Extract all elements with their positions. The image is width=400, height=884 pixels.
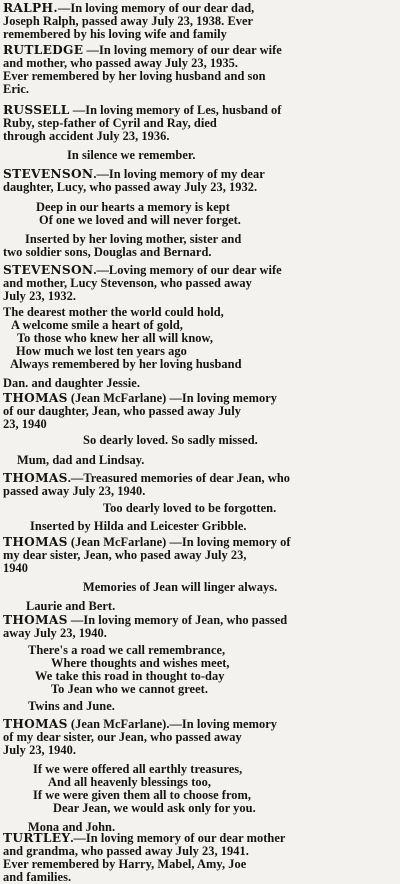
- notice-surname: THOMAS: [3, 391, 68, 405]
- notice-text: How much we lost ten years ago: [16, 344, 187, 358]
- notice-line: [3, 562, 28, 575]
- notice-text: July 23, 1932.: [3, 289, 76, 303]
- notice-line: [103, 502, 276, 515]
- notice-surname: STEVENSON: [3, 167, 94, 181]
- notice-text: So dearly loved. So sadly missed.: [83, 433, 258, 447]
- notice-text: We take this road in thought to-day: [35, 669, 225, 683]
- notice-text: Too dearly loved to be forgotten.: [103, 501, 277, 515]
- notice-line: [3, 70, 266, 83]
- notice-text: —In loving memory of Jean, who passed: [67, 613, 288, 627]
- notice-text: Of one we loved and will never forget.: [39, 213, 241, 227]
- notice-text: and mother, Lucy Stevenson, who passed away: [3, 276, 252, 290]
- notice-line: [83, 434, 258, 447]
- notice-text: (Jean McFarlane) —In loving memory: [67, 391, 278, 405]
- notice-text: Mum, dad and Lindsay.: [17, 453, 145, 467]
- notice-text: Eric.: [3, 82, 30, 96]
- notice-text: passed away July 23, 1940.: [3, 484, 146, 498]
- notice-line: [3, 83, 29, 96]
- notice-text: daughter, Lucy, who passed away July 23, 1932.: [3, 180, 258, 194]
- notice-text: —In loving memory of our dear dad,: [57, 1, 255, 15]
- notice-text: The dearest mother the world could hold,: [3, 305, 224, 319]
- notice-line: [3, 377, 140, 390]
- notice-surname: RUTLEDGE: [3, 43, 84, 57]
- notice-text: away July 23, 1940.: [3, 626, 107, 640]
- notice-text: —In loving memory of Les, husband of: [69, 103, 282, 117]
- notice-surname: TURTLEY: [3, 831, 71, 845]
- notice-line: [3, 549, 247, 562]
- notice-text: Ruby, step-father of Cyril and Ray, died: [3, 116, 217, 130]
- notice-line: [3, 627, 107, 640]
- notice-line: [51, 683, 208, 696]
- notice-text: Laurie and Bert.: [26, 599, 116, 613]
- notice-text: —In loving memory of our dear wife: [83, 43, 282, 57]
- notice-text: (Jean McFarlane) —In loving memory of: [67, 535, 291, 549]
- notice-text: Dan. and daughter Jessie.: [3, 376, 140, 390]
- notice-text: To those who knew her all will know,: [17, 331, 213, 345]
- notice-text: To Jean who we cannot greet.: [51, 682, 208, 696]
- notice-text: There's a road we call remembrance,: [28, 643, 226, 657]
- notice-line: [53, 802, 256, 815]
- notice-text: Always remembered by her loving husband: [10, 357, 242, 371]
- notice-text: .—In loving memory of my dear: [93, 167, 265, 181]
- notice-text: A welcome smile a heart of gold,: [11, 318, 183, 332]
- notice-line: [3, 290, 76, 303]
- notice-line: [28, 700, 115, 713]
- notice-surname: THOMAS: [3, 613, 68, 627]
- notice-line: [30, 520, 247, 533]
- notice-line: [3, 871, 71, 884]
- notice-text: Dear Jean, we would ask only for you.: [53, 801, 256, 815]
- notice-line: [3, 744, 76, 757]
- notice-text: Deep in our hearts a memory is kept: [36, 200, 230, 214]
- notice-text: Inserted by her loving mother, sister and: [25, 232, 242, 246]
- notice-line: [3, 485, 145, 498]
- notice-text: and mother, who passed away July 23, 1935.: [3, 56, 239, 70]
- notice-surname: RALPH.: [3, 1, 58, 15]
- notice-text: July 23, 1940.: [3, 743, 76, 757]
- notice-text: 23, 1940: [3, 417, 47, 431]
- notice-line: [10, 358, 242, 371]
- notice-text: If we were offered all earthly treasures,: [33, 762, 243, 776]
- notice-surname: THOMAS: [3, 535, 68, 549]
- notice-text: Joseph Ralph, passed away July 23, 1938. Ever: [3, 14, 254, 28]
- notice-surname: THOMAS: [3, 717, 68, 731]
- notice-text: And all heavenly blessings too,: [48, 775, 212, 789]
- notice-surname: STEVENSON: [3, 263, 94, 277]
- notice-text: In silence we remember.: [67, 148, 196, 162]
- notice-text: .—In loving memory of our dear mother: [70, 831, 286, 845]
- notice-text: Mona and John.: [28, 820, 116, 834]
- notice-line: [3, 246, 212, 259]
- notice-text: .—Treasured memories of dear Jean, who: [67, 471, 291, 485]
- notice-line: [17, 454, 144, 467]
- notice-line: [3, 418, 47, 431]
- notice-text: my dear sister, Jean, who pased away July 23,: [3, 548, 247, 562]
- notice-text: Twins and June.: [28, 699, 115, 713]
- notice-text: of our daughter, Jean, who passed away July: [3, 404, 241, 418]
- notice-text: through accident July 23, 1936.: [3, 129, 170, 143]
- notice-line: [26, 600, 115, 613]
- notice-text: (Jean McFarlane).—In loving memory: [67, 717, 278, 731]
- notice-text: and families.: [3, 870, 72, 884]
- notice-surname: THOMAS: [3, 471, 68, 485]
- notice-text: and grandma, who passed away July 23, 1941.: [3, 844, 249, 858]
- notice-line: [3, 181, 257, 194]
- notice-text: two soldier sons, Douglas and Bernard.: [3, 245, 212, 259]
- notice-line: [83, 581, 277, 594]
- notice-surname: RUSSELL: [3, 103, 70, 117]
- notice-text: .—Loving memory of our dear wife: [93, 263, 282, 277]
- notice-line: [67, 149, 195, 162]
- notice-text: Ever remembered by her loving husband and son: [3, 69, 266, 83]
- notice-text: Inserted by Hilda and Leicester Gribble.: [30, 519, 247, 533]
- notice-text: Where thoughts and wishes meet,: [51, 656, 230, 670]
- notice-line: [39, 214, 241, 227]
- notice-line: [3, 130, 170, 143]
- notice-text: of my dear sister, our Jean, who passed away: [3, 730, 242, 744]
- notice-text: If we were given them all to choose from,: [33, 788, 252, 802]
- notice-line: [3, 28, 227, 41]
- notice-text: 1940: [3, 561, 28, 575]
- notice-text: Memories of Jean will linger always.: [83, 580, 278, 594]
- notice-text: Ever remembered by Harry, Mabel, Amy, Joe: [3, 857, 247, 871]
- notice-text: remembered by his loving wife and family: [3, 27, 227, 41]
